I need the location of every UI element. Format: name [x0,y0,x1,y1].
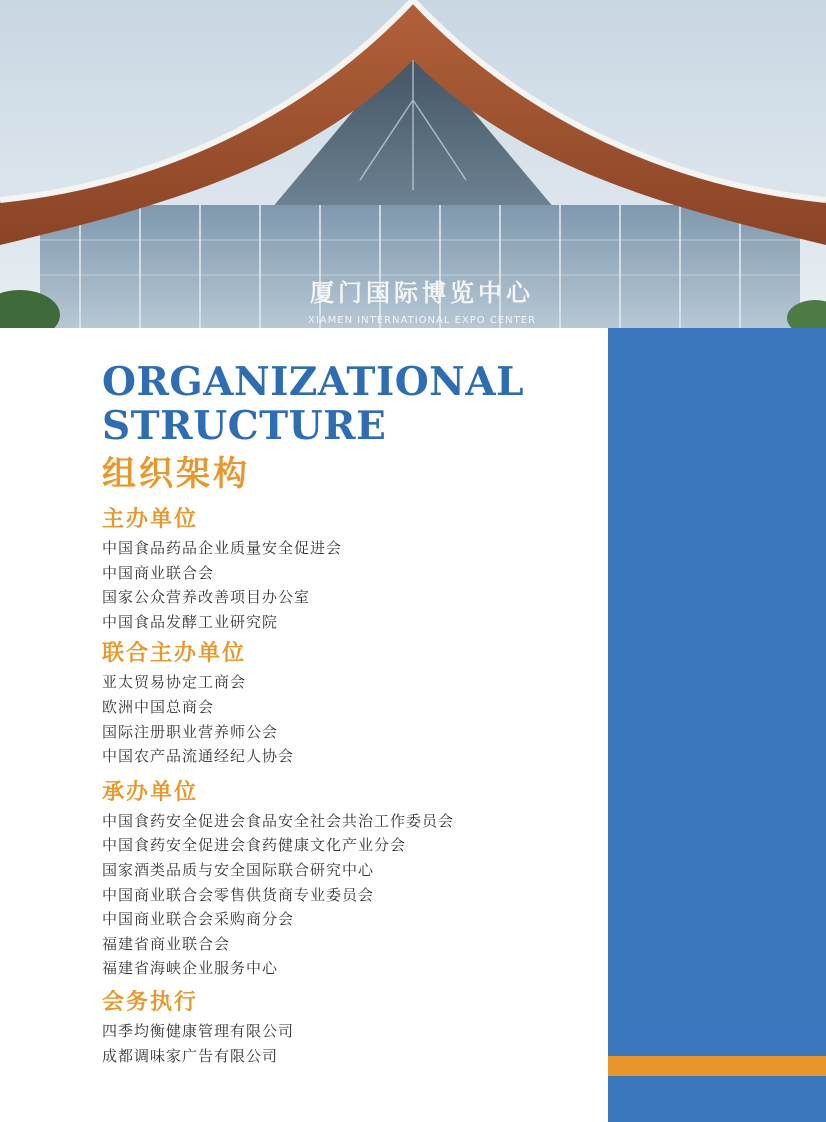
list-item: 中国商业联合会零售供货商专业委员会 [102,885,375,904]
expo-sign-cn: 厦门国际博览中心 [310,279,534,307]
title-english-line1: ORGANIZATIONAL [102,359,525,405]
list-item: 福建省商业联合会 [102,934,231,953]
organizational-structure-content [102,360,602,1068]
list-item: 中国食药安全促进会食药健康文化产业分会 [102,836,407,855]
section-co-organizers [102,640,602,768]
list-item: 国家公众营养改善项目办公室 [102,588,311,607]
list-item: 中国食药安全促进会食品安全社会共治工作委员会 [102,811,455,830]
section-heading: 联合主办单位 [102,641,247,667]
right-blue-band [608,328,826,1122]
list-item: 成都调味家广告有限公司 [102,1046,279,1065]
list-item: 欧洲中国总商会 [102,697,215,716]
hero-photo [0,0,826,328]
section-organizers [102,506,602,634]
list-item: 国际注册职业营养师公会 [102,722,279,741]
section-heading: 主办单位 [102,507,199,532]
list-item: 国家酒类品质与安全国际联合研究中心 [102,860,375,879]
list-item: 中国食品发酵工业研究院 [102,612,279,631]
title-english [102,360,602,448]
expo-center-building-image [0,0,826,328]
list-item: 福建省海峡企业服务中心 [102,959,279,978]
list-item: 亚太贸易协定工商会 [102,673,247,692]
title-english-line2: STRUCTURE [102,403,387,449]
orange-accent-stripe [608,1056,826,1076]
section-conference-execution [102,989,602,1068]
list-item: 中国农产品流通经纪人协会 [102,747,295,766]
section-heading: 承办单位 [102,779,199,805]
list-item: 中国商业联合会 [102,563,215,582]
list-item: 四季均衡健康管理有限公司 [102,1021,295,1040]
expo-sign-en: XIAMEN INTERNATIONAL EXPO CENTER [307,315,537,326]
list-item: 中国食品药品企业质量安全促进会 [102,539,343,557]
title-chinese: 组织架构 [102,454,250,494]
section-heading: 会务执行 [102,989,199,1015]
section-undertakers [102,779,602,981]
list-item: 中国商业联合会采购商分会 [102,910,295,929]
